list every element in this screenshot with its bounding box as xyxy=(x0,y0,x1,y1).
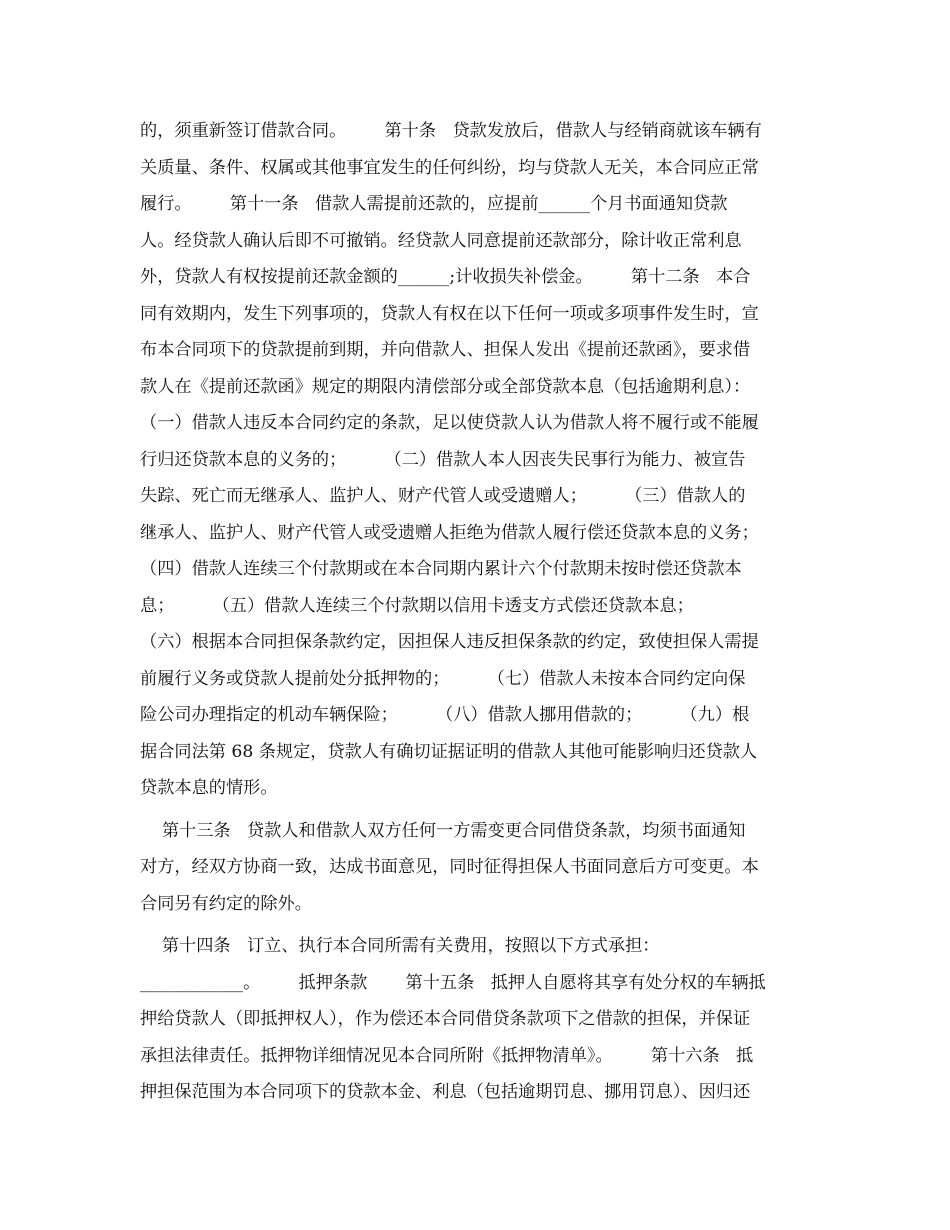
text-line: 布本合同项下的贷款提前到期，并向借款人、担保人发出《提前还款函》，要求借 xyxy=(140,340,751,360)
text-line: 人。经贷款人确认后即不可撤销。经贷款人同意提前还款部分，除计收正常利息 xyxy=(140,230,742,251)
text-line: 第十四条 订立、执行本合同所需有关费用，按照以下方式承担： xyxy=(140,936,660,956)
text-line: 承担法律责任。抵押物详细情况见本合同所附《抵押物清单》。 第十六条 抵 xyxy=(140,1045,754,1066)
text-line: 外，贷款人有权按提前还款金额的______;计收损失补偿金。 第十二条 本合 xyxy=(140,267,751,287)
text-line: 同有效期内，发生下列事项的，贷款人有权在以下任何一项或多项事件发生时，宣 xyxy=(140,303,759,324)
text-line: （一）借款人违反本合同约定的条款，足以使贷款人认为借款人将不履行或不能履 xyxy=(140,413,759,433)
text-line: 押担保范围为本合同项下的贷款本金、利息（包括逾期罚息、挪用罚息）、因归还 xyxy=(140,1082,751,1102)
text-line: （六）根据本合同担保条款约定，因担保人违反担保条款的约定，致使担保人需提 xyxy=(140,632,759,652)
paragraph-2 xyxy=(140,813,814,923)
document-page xyxy=(140,113,814,1111)
paragraph-1 xyxy=(140,113,814,807)
text-line: 关质量、条件、权属或其他事宜发生的任何纠纷，均与贷款人无关，本合同应正常 xyxy=(140,157,759,178)
text-line: 失踪、死亡而无继承人、监护人、财产代管人或受遗赠人； （三）借款人的 xyxy=(140,486,746,506)
text-line: 继承人、监护人、财产代管人或受遗赠人拒绝为借款人履行偿还贷款本息的义务； xyxy=(140,522,759,543)
text-line: ____________。 抵押条款 第十五条 抵押人自愿将其享有处分权的车辆抵 xyxy=(140,972,766,993)
text-line: 前履行义务或贷款人提前处分抵押物的； （七）借款人未按本合同约定向保 xyxy=(140,668,746,689)
text-line: 履行。 第十一条 借款人需提前还款的，应提前______个月书面通知贷款 xyxy=(140,194,728,214)
text-line: 第十三条 贷款人和借款人双方任何一方需变更合同借贷条款，均须书面通知 xyxy=(140,820,746,841)
text-line: 行归还贷款本息的义务的； （二）借款人本人因丧失民事行为能力、被宣告 xyxy=(140,449,746,470)
text-line: 押给贷款人（即抵押权人），作为偿还本合同借贷条款项下之借款的担保，并保证 xyxy=(140,1009,751,1029)
text-line: 险公司办理指定的机动车辆保险； （八）借款人挪用借款的； （九）根 xyxy=(140,705,750,725)
text-line: 合同另有约定的除外。 xyxy=(140,893,312,914)
text-line: 款人在《提前还款函》规定的期限内清偿部分或全部贷款本息（包括逾期利息）： xyxy=(140,376,751,397)
text-line: 的，须重新签订借款合同。 第十条 贷款发放后，借款人与经销商就该车辆有 xyxy=(140,121,762,141)
text-line: 息； （五）借款人连续三个付款期以信用卡透支方式偿还贷款本息； xyxy=(140,595,694,616)
text-line: （四）借款人连续三个付款期或在本合同期内累计六个付款期未按时偿还贷款本 xyxy=(140,559,742,579)
paragraph-3 xyxy=(140,928,814,1111)
text-line: 贷款本息的情形。 xyxy=(140,778,278,798)
text-line: 据合同法第 68 条规定，贷款人有确切证据证明的借款人其他可能影响归还贷款人 xyxy=(140,741,758,762)
text-line: 对方，经双方协商一致，达成书面意见，同时征得担保人书面同意后方可变更。本 xyxy=(140,857,759,877)
